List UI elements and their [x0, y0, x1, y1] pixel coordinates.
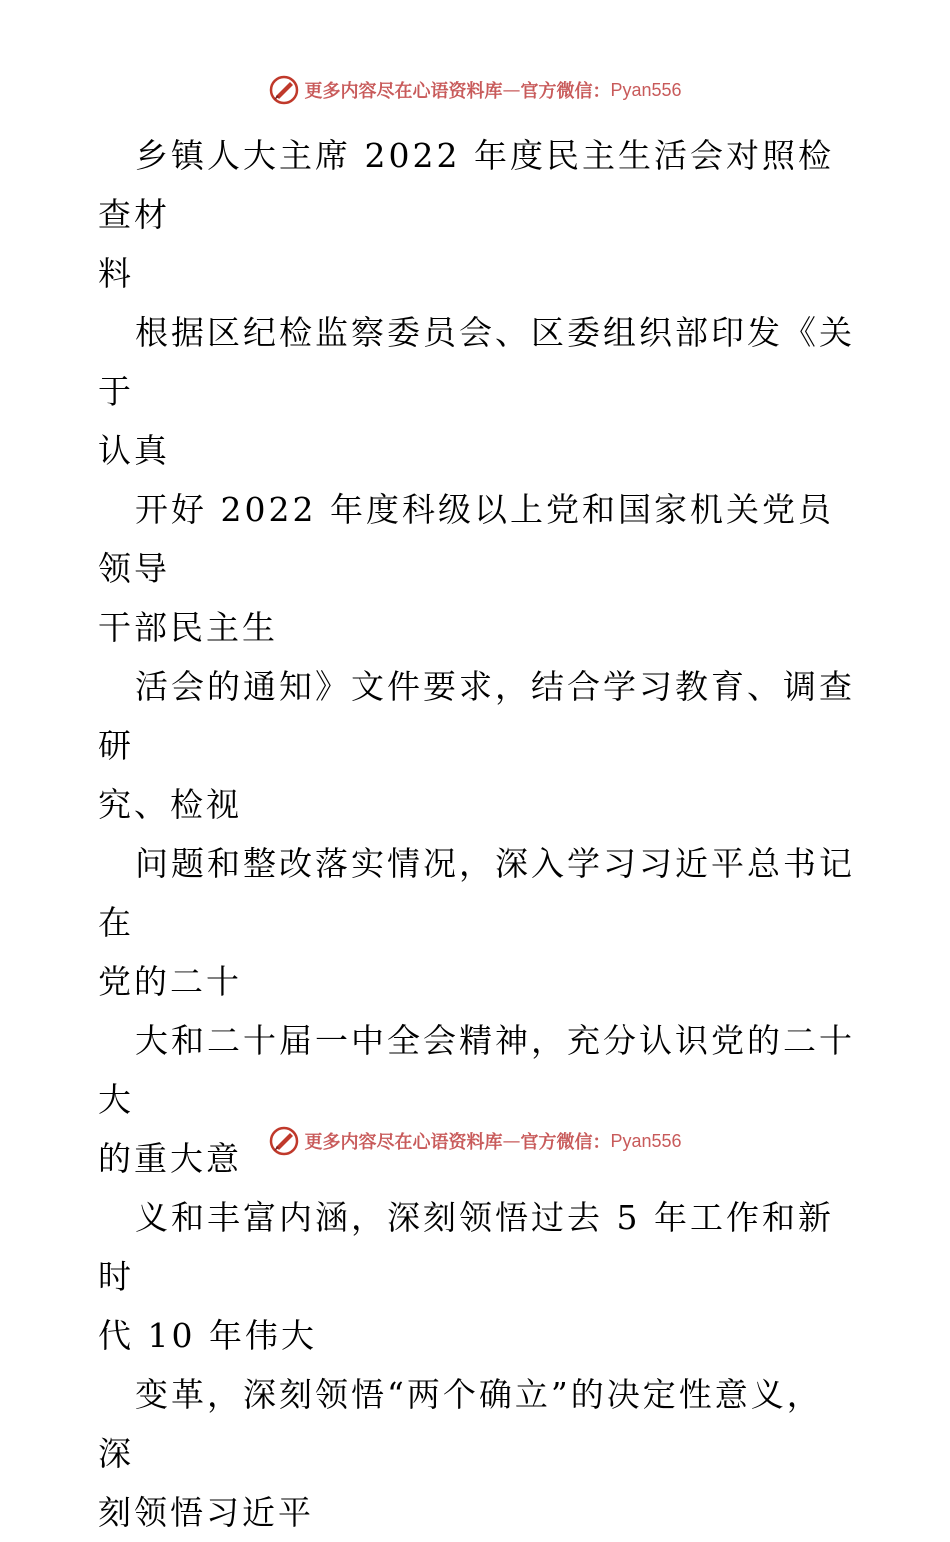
text-line: 问题和整改落实情况，深入学习习近平总书记在	[98, 844, 855, 942]
document-body	[98, 126, 858, 1542]
watermark-text: 更多内容尽在心语资料库	[304, 1132, 503, 1153]
text-line: 的重大意	[98, 1139, 242, 1178]
paragraph	[98, 126, 858, 1542]
watermark-dash: —	[502, 1130, 521, 1152]
watermark-wechat-id: Pyan556	[610, 1130, 682, 1151]
text-line: 干部民主生	[98, 608, 278, 647]
text-line: 究、检视	[98, 785, 242, 824]
text-line: 根据区纪检监察委员会、区委组织部印发《关于	[98, 313, 855, 411]
header-watermark	[0, 70, 950, 110]
text-line: 料	[98, 254, 134, 293]
watermark-suffix: 官方微信：	[520, 1132, 611, 1153]
text-line: 刻领悟习近平	[98, 1493, 314, 1532]
text-line: 变革，深刻领悟“两个确立”的决定性意义，深	[98, 1375, 823, 1473]
library-logo-icon	[268, 1125, 300, 1157]
text-line: 开好 2022 年度科级以上党和国家机关党员领导	[98, 490, 834, 588]
library-logo-icon	[268, 74, 300, 106]
text-line: 党的二十	[98, 962, 242, 1001]
text-line: 代 10 年伟大	[98, 1316, 317, 1355]
text-line: 认真	[98, 431, 170, 470]
text-line: 义和丰富内涵，深刻领悟过去 5 年工作和新时	[98, 1198, 834, 1296]
watermark-wechat-id: Pyan556	[610, 79, 682, 100]
watermark-suffix: 官方微信：	[520, 81, 611, 102]
text-line: 乡镇人大主席 2022 年度民主生活会对照检查材	[98, 136, 834, 234]
watermark-dash: —	[502, 79, 521, 101]
text-line: 活会的通知》文件要求，结合学习教育、调查研	[98, 667, 855, 765]
footer-watermark	[0, 1121, 950, 1161]
text-line: 大和二十届一中全会精神，充分认识党的二十大	[98, 1021, 855, 1119]
watermark-text: 更多内容尽在心语资料库	[304, 81, 503, 102]
